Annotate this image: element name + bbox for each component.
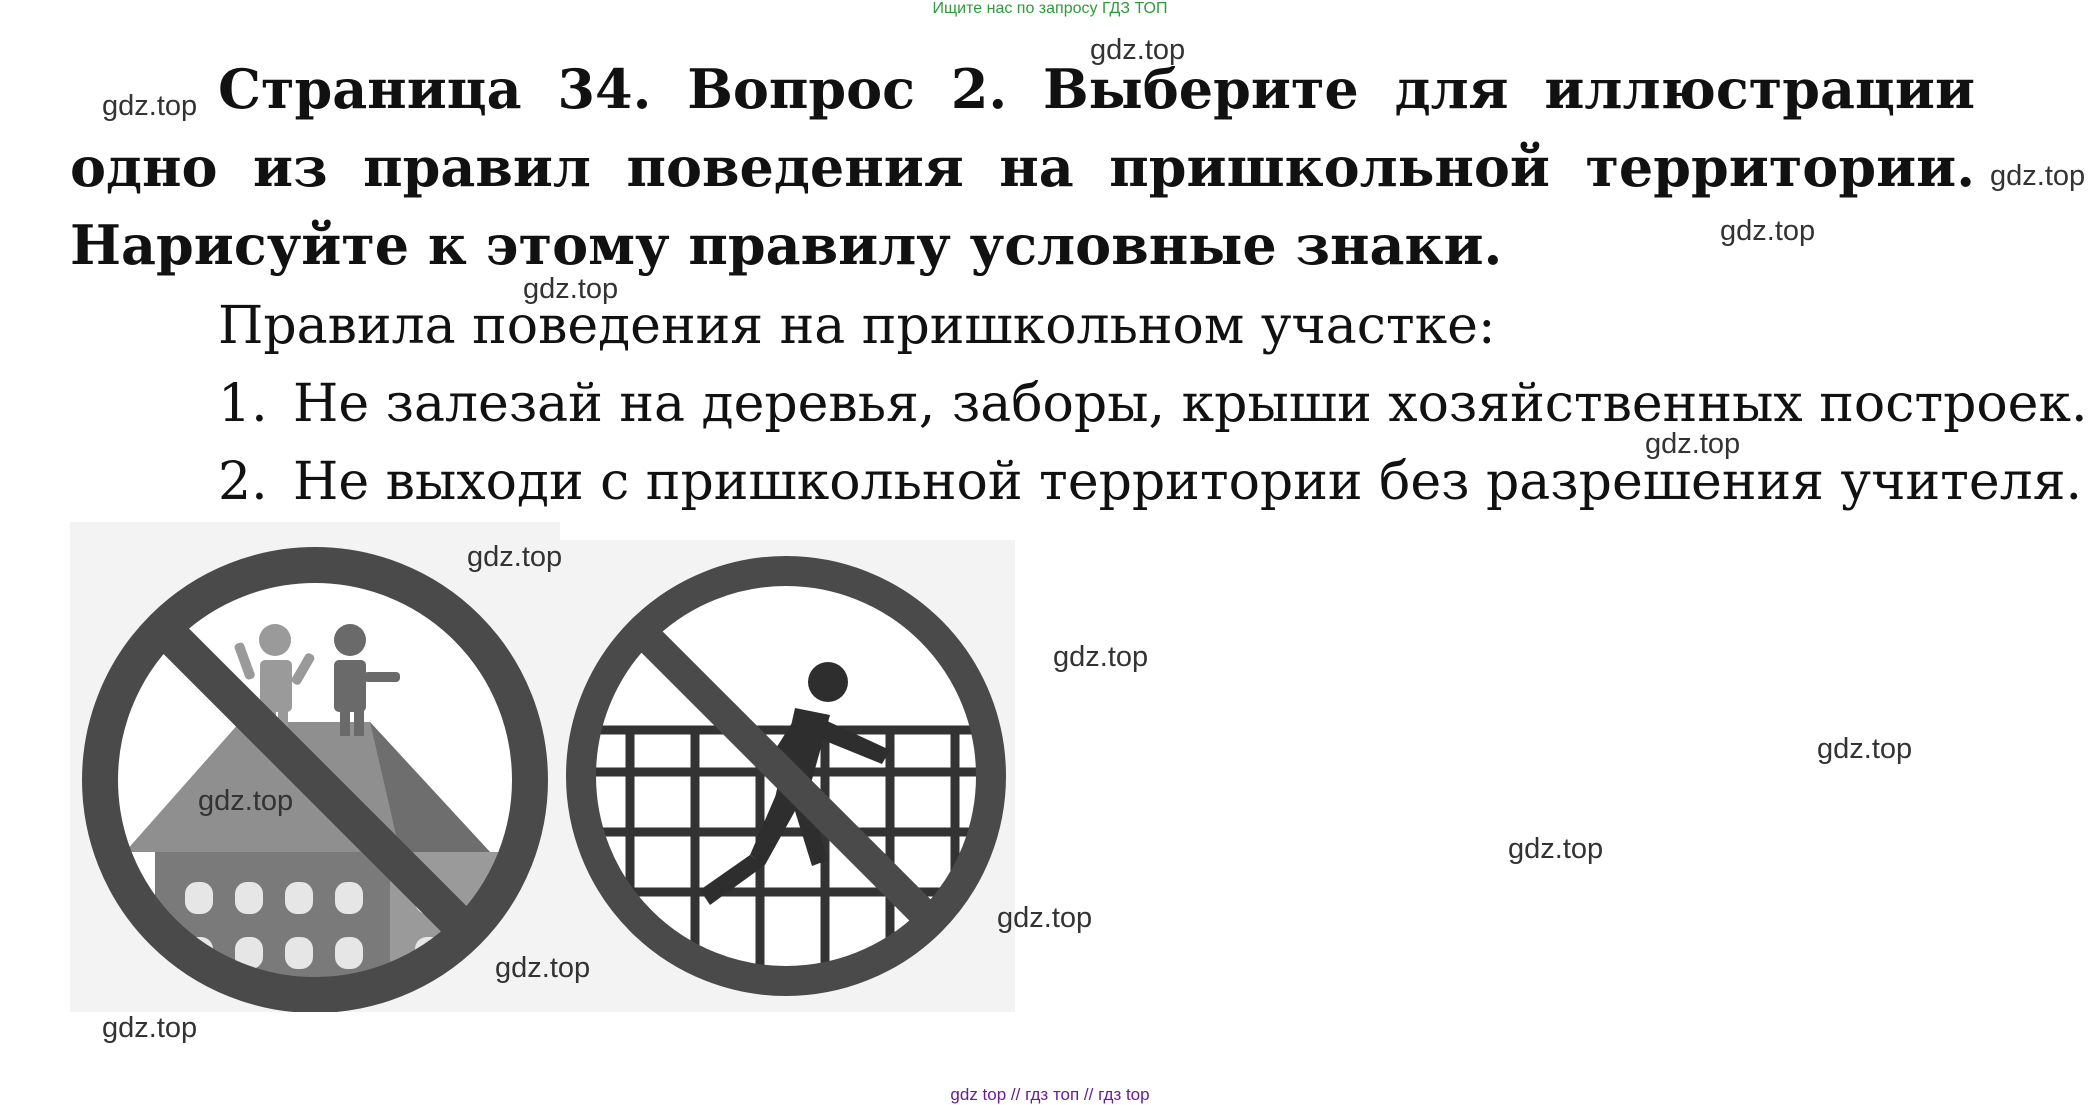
watermark: gdz.top (1508, 833, 1604, 865)
no-fence-climbing-sign-graphic (560, 540, 1015, 1012)
rules-title: Правила поведения на пришкольном участке: (218, 296, 1496, 356)
rule-text: Не залезай на деревья, заборы, крыши хозяйственных построек. (293, 374, 2088, 434)
rule-number: 2. (218, 452, 268, 512)
watermark: gdz.top (102, 1012, 198, 1044)
watermark: gdz.top (495, 952, 591, 984)
watermark: gdz.top (198, 785, 294, 817)
rule-number: 1. (218, 374, 268, 434)
watermark: gdz.top (102, 90, 198, 122)
search-hint-link[interactable]: Ищите нас по запросу ГДЗ ТОП (932, 0, 1168, 17)
no-roof-climbing-sign-icon (70, 522, 563, 1012)
watermark: gdz.top (1990, 160, 2086, 192)
watermark: gdz.top (1720, 215, 1816, 247)
rule-text: Не выходи с пришкольной территории без разрешения учителя. (293, 452, 2083, 512)
question-heading: Страница 34. Вопрос 2. Выберите для иллюстрации одно из правил поведения на пришкольной территории. Нарисуйте к этому правилу условные знаки. (70, 57, 1975, 277)
footer-links[interactable]: gdz top // гдз топ // гдз top (950, 1085, 1150, 1104)
watermark: gdz.top (997, 902, 1093, 934)
watermark: gdz.top (1090, 34, 1186, 66)
rule-item (218, 370, 2087, 438)
watermark: gdz.top (1817, 733, 1913, 765)
watermark: gdz.top (1645, 428, 1741, 460)
no-roof-climbing-sign-graphic (70, 522, 563, 1012)
watermark: gdz.top (1053, 641, 1149, 673)
watermark: gdz.top (523, 273, 619, 305)
watermark: gdz.top (467, 541, 563, 573)
rule-item (218, 448, 2082, 516)
no-fence-climbing-sign-icon (560, 540, 1015, 1012)
